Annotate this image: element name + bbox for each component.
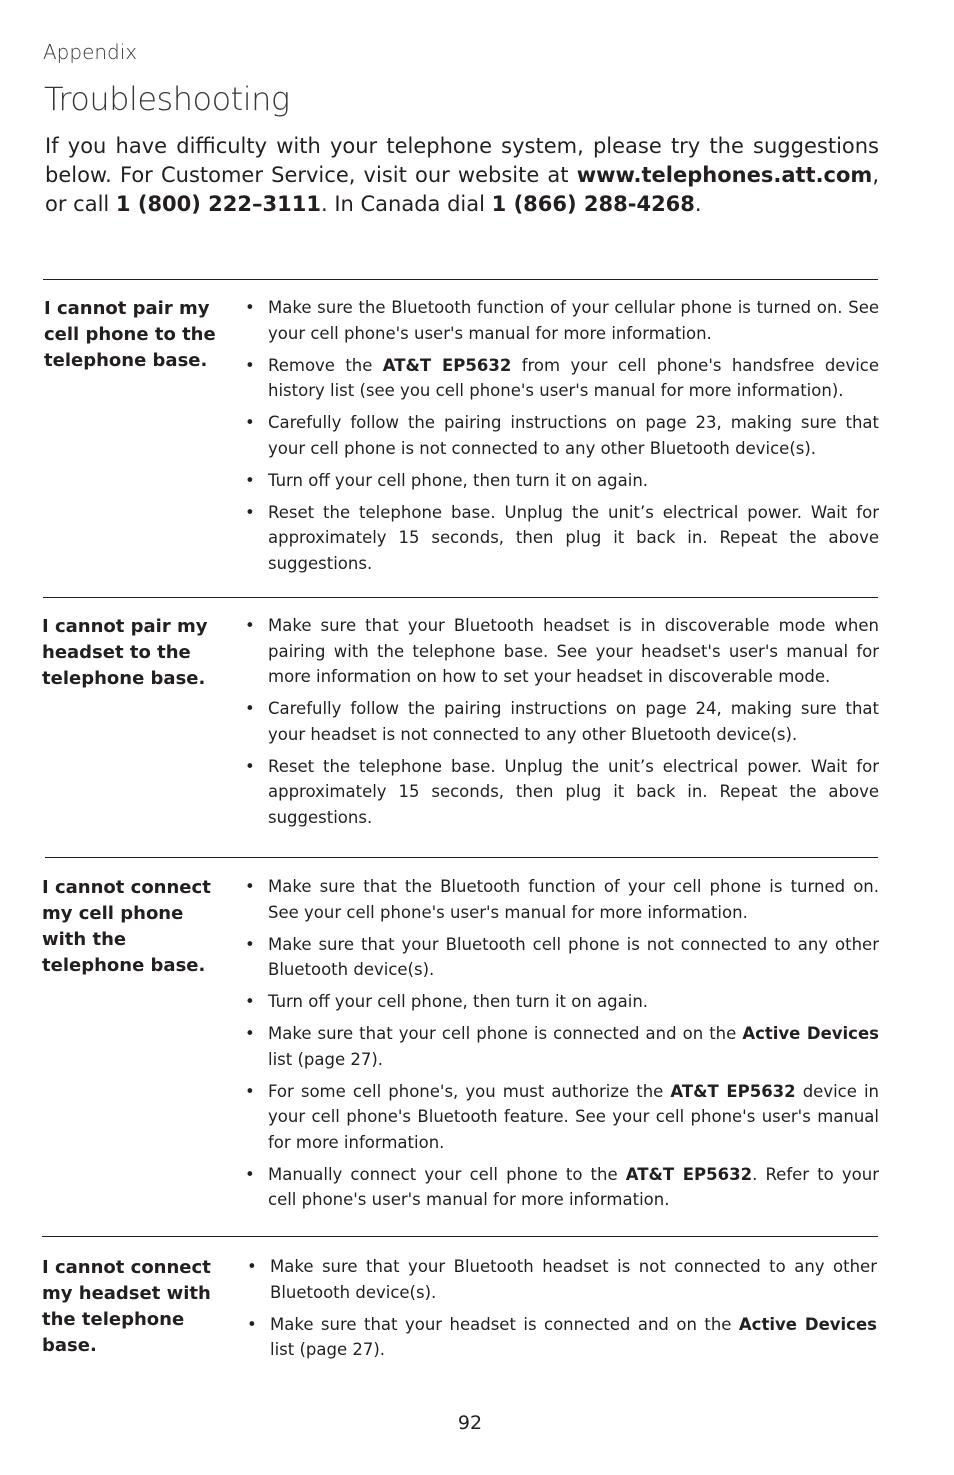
solution-list	[247, 1254, 877, 1369]
page-title: Troubleshooting	[44, 80, 290, 118]
problem-question: I cannot connect my headset with the telephone base.	[42, 1257, 211, 1356]
solution-item: • Make sure that your Bluetooth headset is in discoverable mode when pairing with the telephone base. See your headset's user's manual for more information on how to set your headset in discoverable mode.	[245, 613, 879, 690]
solution-item: • Make sure that your headset is connected and on the Active Devices list (page 27).	[247, 1312, 877, 1363]
solution-item: • Make sure that the Bluetooth function of your cell phone is turned on. See your cell phone's user's manual for more information.	[245, 874, 879, 925]
solution-item: • Turn off your cell phone, then turn it on again.	[245, 468, 879, 494]
section-divider	[43, 279, 878, 280]
problem-question: I cannot connect my cell phone with the telephone base.	[42, 877, 211, 976]
phone-us: 1 (800) 222–3111	[115, 192, 321, 216]
intro-text: If you have difficulty with your telephone system, please try the suggestions below. For Customer Service, visit our website at	[45, 134, 879, 187]
intro-text: , or call	[45, 163, 879, 216]
section-label: Appendix	[43, 40, 138, 64]
website-link[interactable]: www.telephones.att.com	[576, 163, 873, 187]
solution-item: • Carefully follow the pairing instructions on page 23, making sure that your cell phone is not connected to any other Bluetooth device(s).	[245, 410, 879, 461]
problem-question: I cannot pair my headset to the telephone base.	[42, 616, 208, 689]
solution-item: • Carefully follow the pairing instructions on page 24, making sure that your headset is not connected to any other Bluetooth device(s).	[245, 696, 879, 747]
solution-item: • Make sure that your cell phone is connected and on the Active Devices list (page 27).	[245, 1021, 879, 1072]
solution-item: • Turn off your cell phone, then turn it on again.	[245, 989, 879, 1015]
solution-item: • Manually connect your cell phone to the AT&T EP5632. Refer to your cell phone's user's manual for more information.	[245, 1162, 879, 1213]
solution-list	[245, 874, 879, 1219]
intro-paragraph	[45, 132, 879, 219]
intro-text: .	[694, 192, 702, 216]
problem-question: I cannot pair my cell phone to the telephone base.	[44, 298, 216, 371]
solution-item: • Make sure that your Bluetooth cell phone is not connected to any other Bluetooth device(s).	[245, 932, 879, 983]
section-divider	[42, 1236, 878, 1237]
page-number: 92	[457, 1412, 483, 1434]
solution-item: • Make sure the Bluetooth function of your cellular phone is turned on. See your cell phone's user's manual for more information.	[245, 295, 879, 346]
solution-list	[245, 295, 879, 583]
solution-item: • Make sure that your Bluetooth headset is not connected to any other Bluetooth device(s).	[247, 1254, 877, 1305]
intro-text: . In Canada dial	[320, 192, 492, 216]
solution-item: • For some cell phone's, you must authorize the AT&T EP5632 device in your cell phone's Bluetooth feature. See your cell phone's user's manual for more information.	[245, 1079, 879, 1156]
section-divider	[45, 857, 878, 858]
section-divider	[43, 597, 878, 598]
solution-item: • Reset the telephone base. Unplug the unit’s electrical power. Wait for approximately 15 seconds, then plug it back in. Repeat the above suggestions.	[245, 500, 879, 577]
solution-item: • Reset the telephone base. Unplug the unit’s electrical power. Wait for approximately 15 seconds, then plug it back in. Repeat the above suggestions.	[245, 754, 879, 831]
phone-canada: 1 (866) 288-4268	[491, 192, 695, 216]
solution-item: • Remove the AT&T EP5632 from your cell phone's handsfree device history list (see you cell phone's user's manual for more information).	[245, 353, 879, 404]
solution-list	[245, 613, 879, 837]
